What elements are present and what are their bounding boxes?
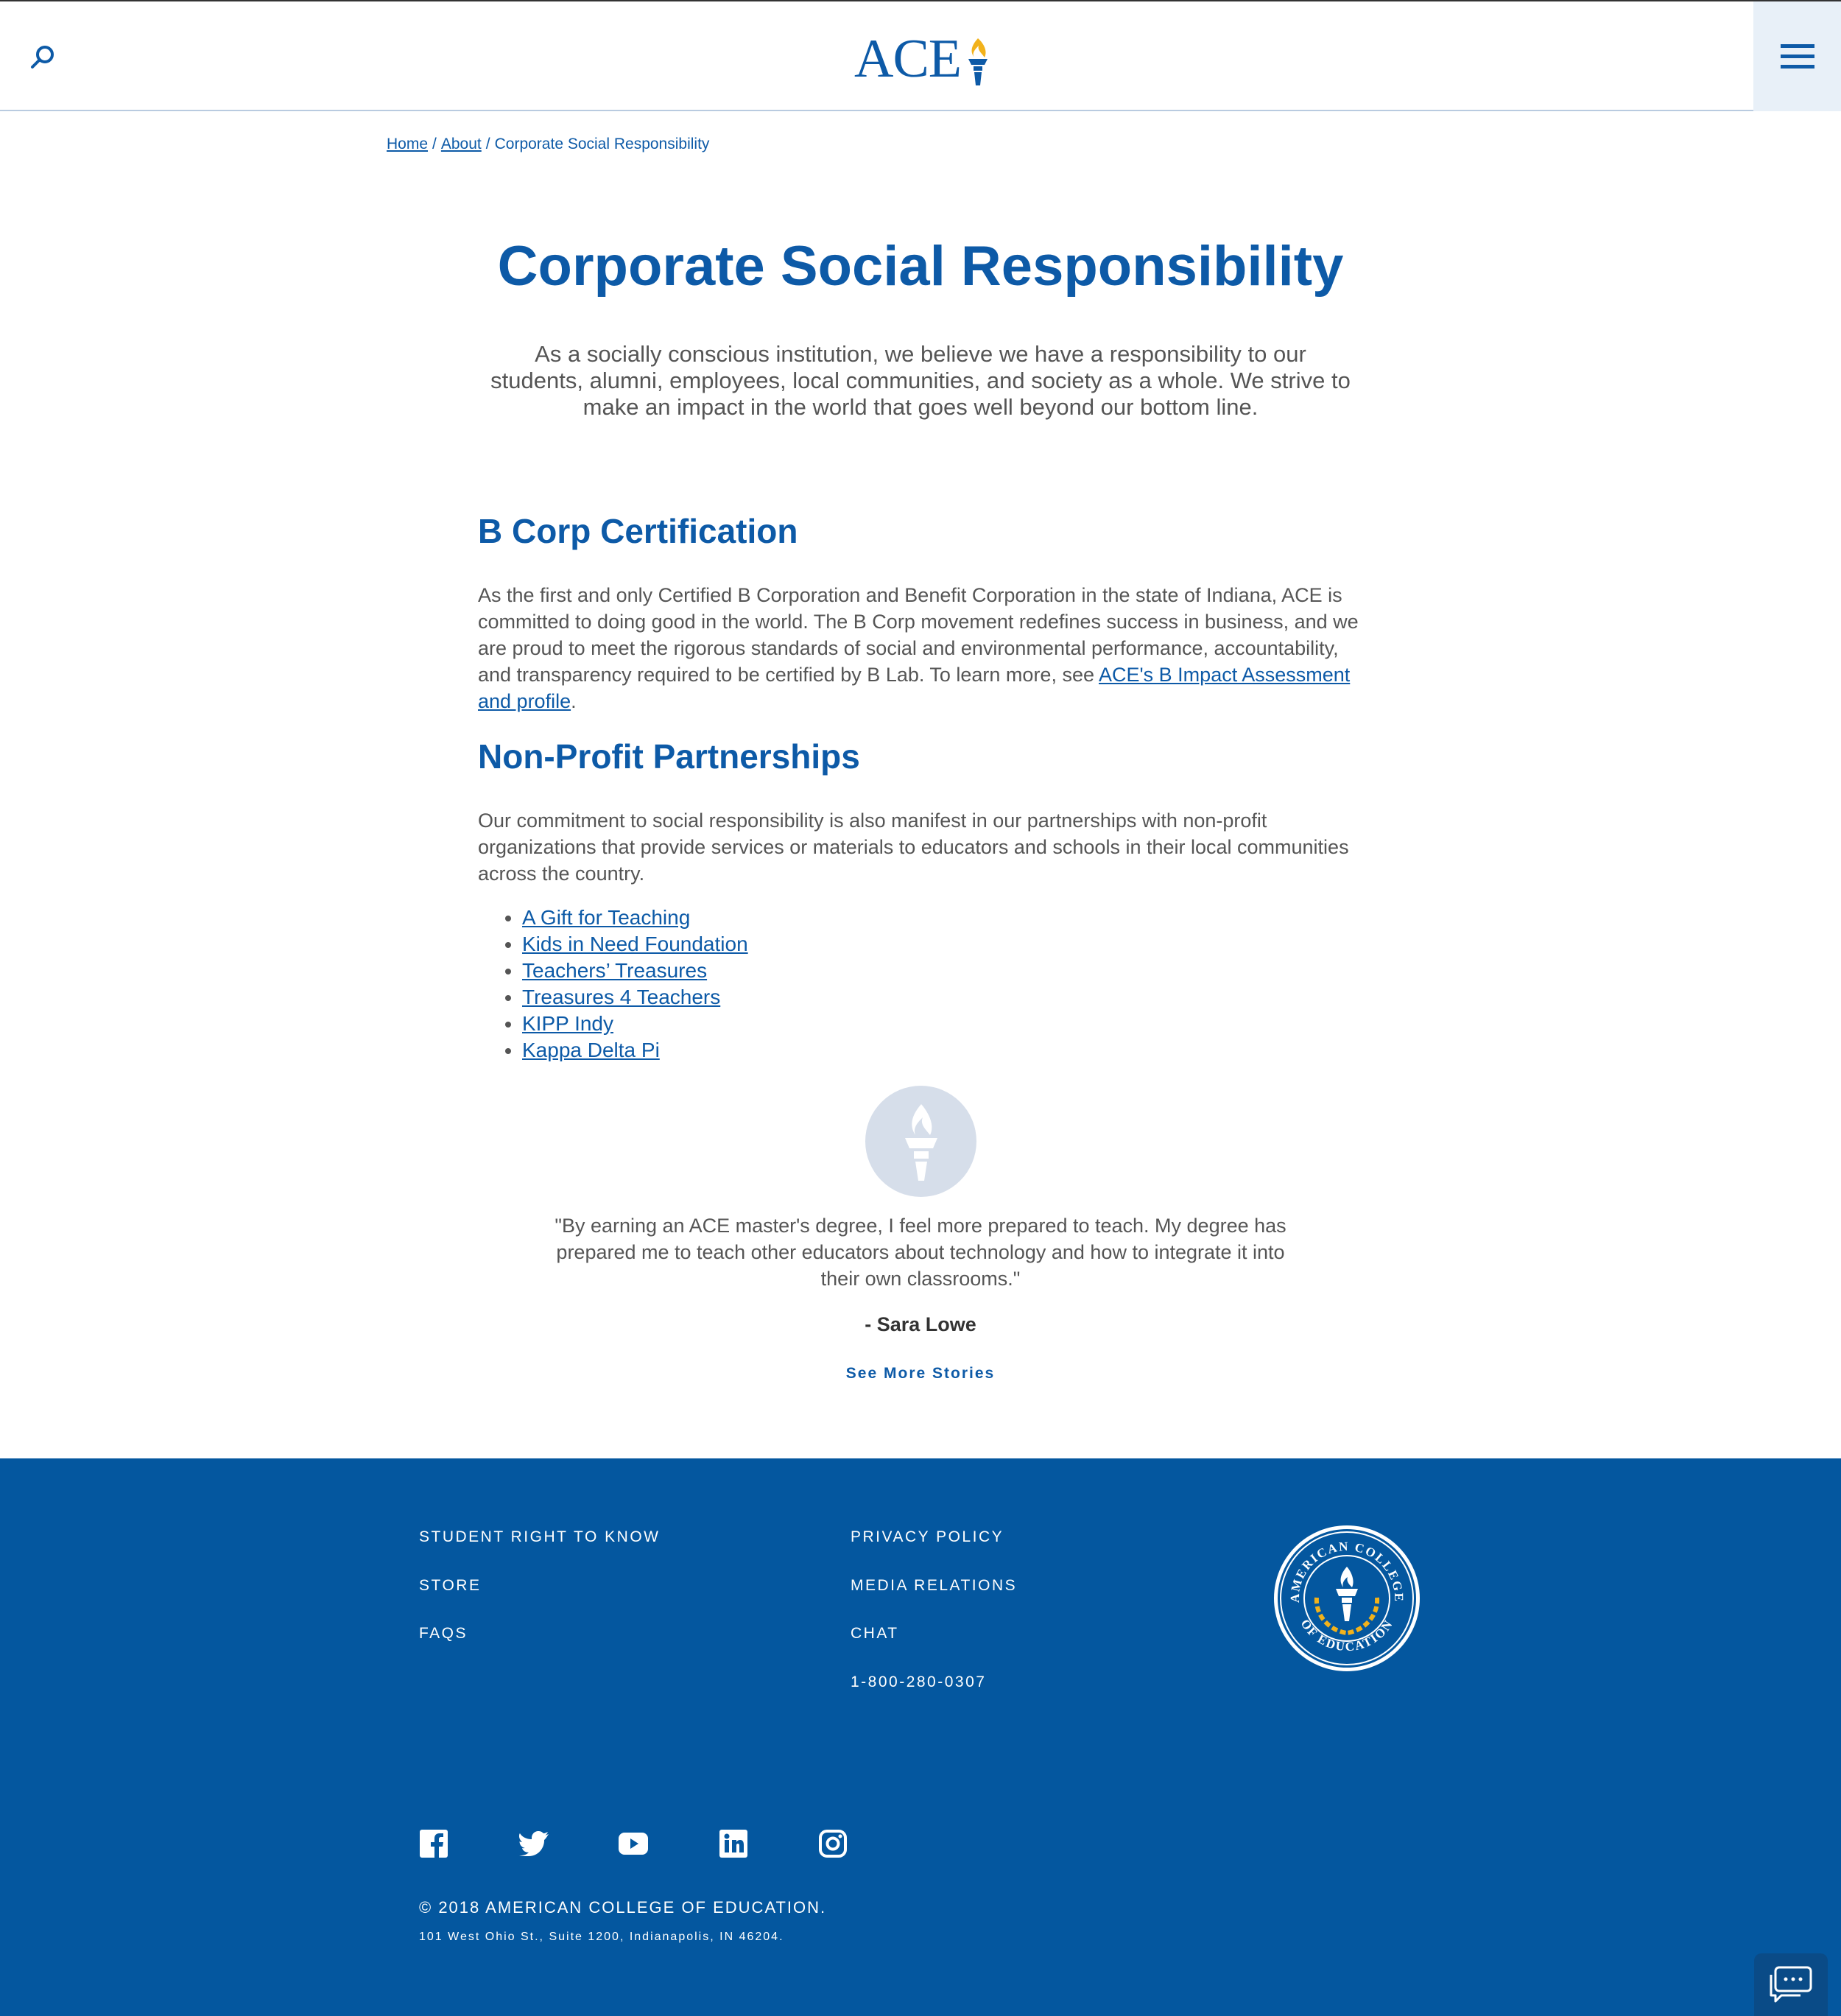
svg-text:AMERICAN COLLEGE: AMERICAN COLLEGE bbox=[1287, 1539, 1407, 1604]
nonprofit-section bbox=[478, 737, 1362, 776]
copyright: © 2018 AMERICAN COLLEGE OF EDUCATION. bbox=[419, 1898, 827, 1917]
logo-text: ACE bbox=[854, 29, 961, 89]
footer-link-privacy-policy[interactable]: PRIVACY POLICY bbox=[851, 1528, 1004, 1545]
list-item bbox=[522, 931, 748, 958]
footer-link-media-relations[interactable]: MEDIA RELATIONS bbox=[851, 1577, 1018, 1594]
list-item bbox=[522, 905, 748, 931]
partner-link[interactable]: Treasures 4 Teachers bbox=[522, 986, 721, 1008]
footer-link-chat[interactable]: CHAT bbox=[851, 1625, 899, 1642]
facebook-icon bbox=[420, 1830, 448, 1858]
bcorp-end: . bbox=[571, 690, 577, 712]
nonprofit-paragraph: Our commitment to social responsibility is also manifest in our partnerships with non-profit organizations that provide services or materials to educators and schools in their local communities across the country. bbox=[478, 809, 1349, 885]
list-item bbox=[522, 1037, 748, 1064]
bcorp-heading: B Corp Certification bbox=[478, 512, 798, 550]
linkedin-link[interactable] bbox=[719, 1829, 748, 1858]
bcorp-paragraph bbox=[478, 582, 1362, 714]
site-footer bbox=[0, 1458, 1841, 2016]
instagram-link[interactable] bbox=[818, 1829, 848, 1858]
youtube-icon bbox=[619, 1833, 648, 1855]
footer-link-store[interactable]: STORE bbox=[419, 1577, 482, 1594]
intro-paragraph: As a socially conscious institution, we believe we have a responsibility to our students, alumni, employees, local communities, and society as a whole. We strive to make an impact in the world that goes well beyond our bottom line. bbox=[490, 341, 1351, 420]
partner-link[interactable]: Kappa Delta Pi bbox=[522, 1039, 660, 1061]
footer-link-student-right-to-know[interactable]: STUDENT RIGHT TO KNOW bbox=[419, 1528, 661, 1545]
torch-icon bbox=[899, 1101, 943, 1182]
menu-button[interactable] bbox=[1753, 1, 1841, 111]
footer-link-faqs[interactable]: FAQS bbox=[419, 1625, 468, 1642]
search-button[interactable] bbox=[28, 43, 57, 72]
breadcrumb-separator: / bbox=[432, 136, 437, 152]
address: 101 West Ohio St., Suite 1200, Indianapolis, IN 46204. bbox=[419, 1931, 784, 1943]
site-header bbox=[0, 0, 1841, 111]
nonprofit-heading: Non-Profit Partnerships bbox=[478, 737, 860, 776]
twitter-link[interactable] bbox=[519, 1829, 549, 1858]
breadcrumb-about[interactable]: About bbox=[440, 136, 482, 152]
testimonial-quote: "By earning an ACE master's degree, I feel more prepared to teach. My degree has prepared me to teach other educators about technology and how to integrate it into their own classrooms." bbox=[555, 1215, 1286, 1290]
testimonial-author: - Sara Lowe bbox=[865, 1313, 976, 1335]
nonprofit-body bbox=[478, 807, 1362, 887]
partner-list bbox=[501, 905, 748, 1064]
bcorp-text: As the first and only Certified B Corporation and Benefit Corporation in the state of Indiana, ACE is committed to doing good in the world. The B Corp movement redefines success in business, and we are proud to meet the rigorous standards of social and environmental performance, accountability, and transparency required to be certified by B Lab. To learn more, see bbox=[478, 584, 1359, 686]
hamburger-icon bbox=[1781, 43, 1814, 71]
partner-link[interactable]: A Gift for Teaching bbox=[522, 906, 691, 929]
college-seal bbox=[1272, 1524, 1421, 1673]
facebook-link[interactable] bbox=[419, 1829, 448, 1858]
torch-icon bbox=[962, 35, 993, 87]
list-item bbox=[522, 1011, 748, 1037]
bcorp-section bbox=[478, 511, 1362, 551]
partner-link[interactable]: Teachers’ Treasures bbox=[522, 959, 708, 982]
partner-link[interactable]: Kids in Need Foundation bbox=[522, 933, 748, 955]
search-icon bbox=[28, 43, 57, 72]
breadcrumb-home[interactable]: Home bbox=[387, 136, 429, 152]
partner-link[interactable]: KIPP Indy bbox=[522, 1012, 614, 1035]
page-title: Corporate Social Responsibility bbox=[497, 235, 1344, 298]
footer-phone-link[interactable]: 1-800-280-0307 bbox=[851, 1673, 987, 1690]
youtube-link[interactable] bbox=[619, 1829, 648, 1858]
breadcrumb bbox=[387, 136, 709, 153]
breadcrumb-separator: / bbox=[485, 136, 490, 152]
chat-widget-button[interactable] bbox=[1754, 1953, 1828, 2016]
testimonial-avatar bbox=[865, 1086, 976, 1197]
list-item bbox=[522, 984, 748, 1011]
instagram-icon bbox=[819, 1830, 847, 1858]
see-more-stories-link[interactable]: See More Stories bbox=[845, 1365, 996, 1382]
twitter-icon bbox=[519, 1831, 549, 1856]
breadcrumb-current: Corporate Social Responsibility bbox=[494, 136, 710, 152]
bcorp-body bbox=[478, 582, 1362, 714]
svg-text:OF EDUCATION: OF EDUCATION bbox=[1298, 1616, 1396, 1654]
list-item bbox=[522, 958, 748, 984]
ace-logo[interactable] bbox=[854, 31, 993, 87]
linkedin-icon bbox=[719, 1830, 747, 1858]
bimpact-link[interactable]: ACE's B Impact Assessment and profile bbox=[478, 664, 1351, 712]
chat-icon bbox=[1768, 1966, 1814, 2004]
